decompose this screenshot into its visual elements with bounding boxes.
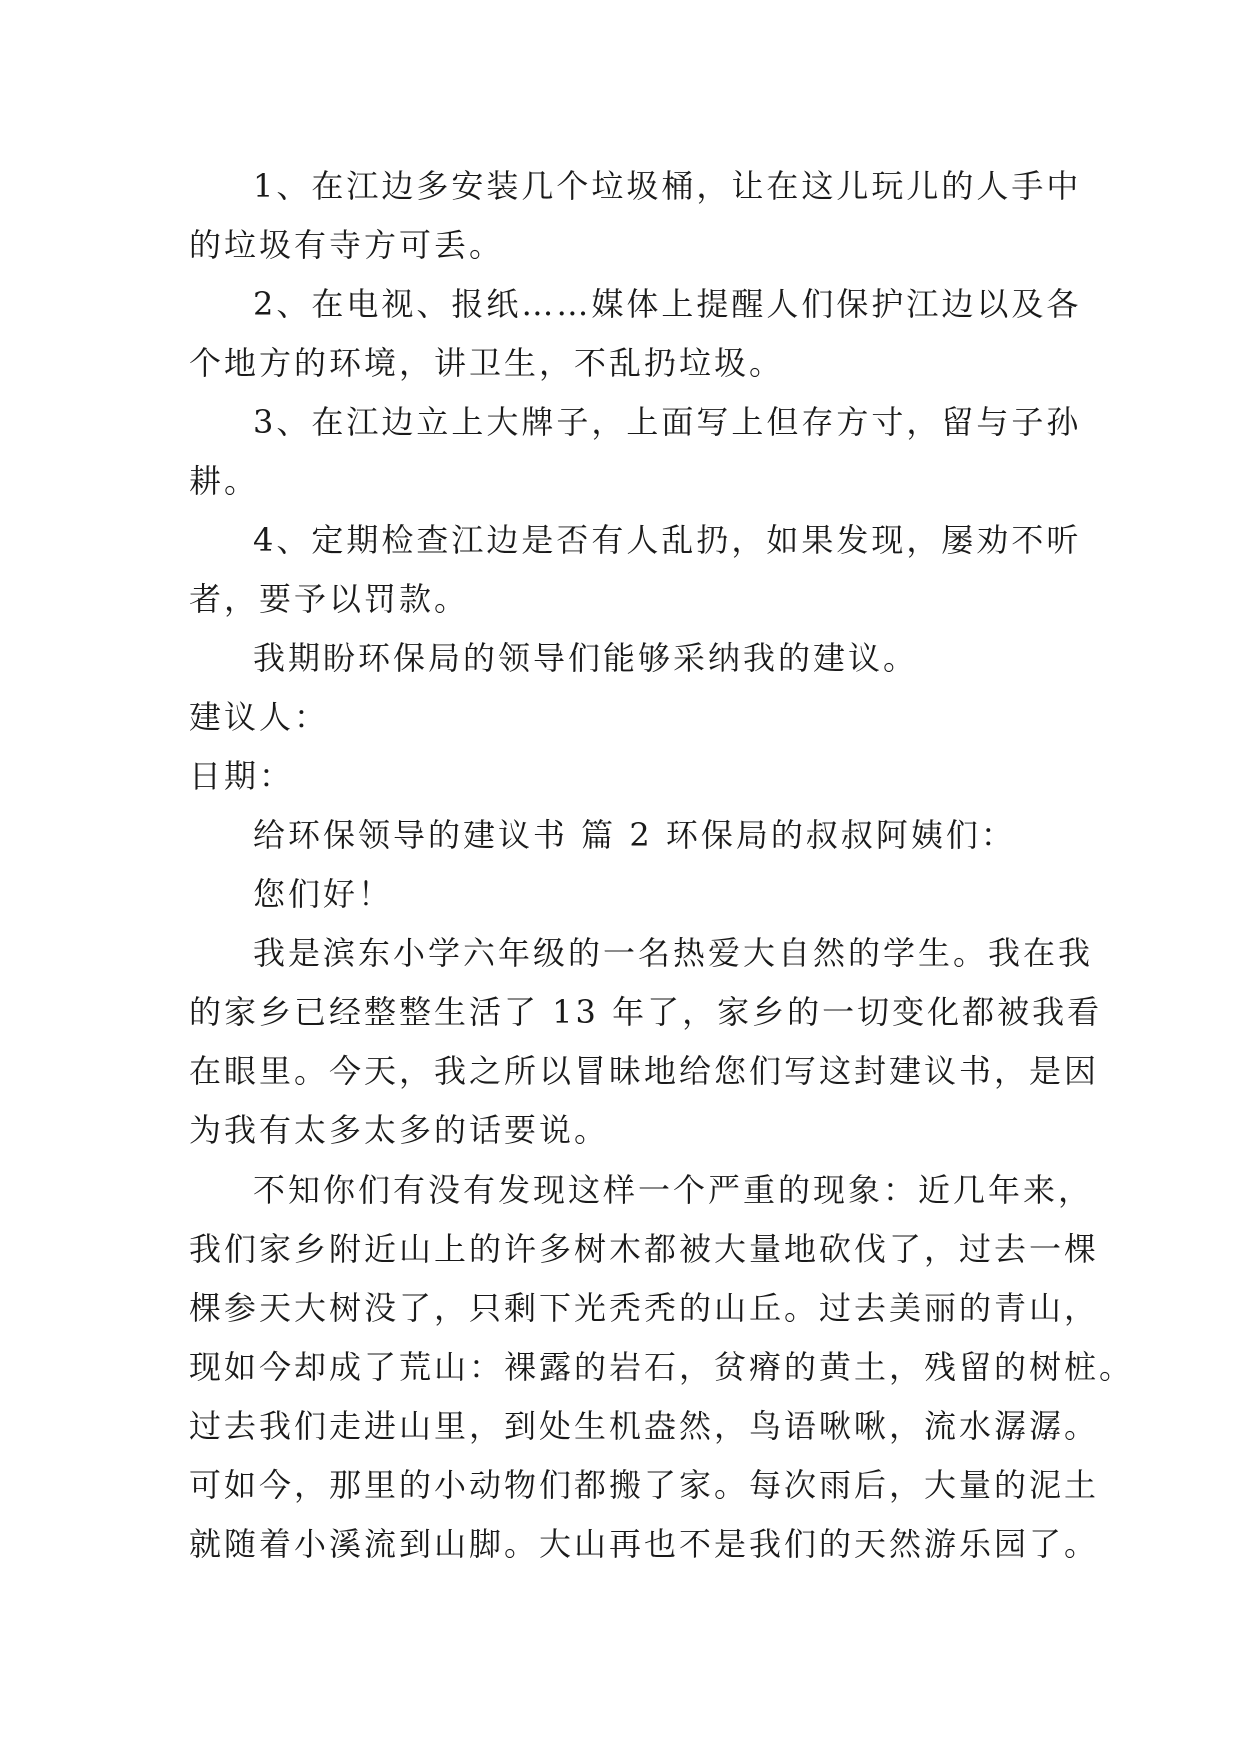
paragraph-line: 我期盼环保局的领导们能够采纳我的建议。	[253, 639, 919, 677]
paragraph-line: 耕。	[189, 462, 260, 500]
paragraph-line: 过去我们走进山里，到处生机盎然，鸟语啾啾，流水潺潺。	[189, 1407, 1100, 1445]
paragraph-line: 的垃圾有寺方可丢。	[189, 226, 505, 264]
paragraph-line: 不知你们有没有发现这样一个严重的现象：近几年来，	[253, 1171, 1094, 1209]
paragraph-line: 我们家乡附近山上的许多树木都被大量地砍伐了，过去一棵	[189, 1230, 1100, 1268]
greeting: 您们好！	[253, 875, 394, 913]
section-heading: 给环保领导的建议书 篇 2 环保局的叔叔阿姨们：	[253, 816, 1016, 854]
paragraph-line: 3、在江边立上大牌子，上面写上但存方寸，留与子孙	[253, 403, 1082, 441]
paragraph-line: 可如今，那里的小动物们都搬了家。每次雨后，大量的泥土	[189, 1466, 1100, 1504]
date-label: 日期：	[189, 757, 295, 795]
paragraph-line: 现如今却成了荒山：裸露的岩石，贫瘠的黄土，残留的树桩。	[189, 1348, 1135, 1386]
paragraph-line: 者，要予以罚款。	[189, 580, 470, 618]
paragraph-line: 个地方的环境，讲卫生，不乱扔垃圾。	[189, 344, 785, 382]
paragraph-line: 就随着小溪流到山脚。大山再也不是我们的天然游乐园了。	[189, 1525, 1100, 1563]
paragraph-line: 的家乡已经整整生活了 13 年了，家乡的一切变化都被我看	[189, 993, 1103, 1031]
paragraph-line: 棵参天大树没了，只剩下光秃秃的山丘。过去美丽的青山，	[189, 1289, 1100, 1327]
paragraph-line: 在眼里。今天，我之所以冒昧地给您们写这封建议书，是因	[189, 1052, 1100, 1090]
paragraph-line: 2、在电视、报纸……媒体上提醒人们保护江边以及各	[253, 285, 1082, 323]
paragraph-line: 1、在江边多安装几个垃圾桶，让在这儿玩儿的人手中	[253, 167, 1082, 205]
paragraph-line: 4、定期检查江边是否有人乱扔，如果发现，屡劝不听	[253, 521, 1082, 559]
signature-label: 建议人：	[189, 698, 330, 736]
paragraph-line: 我是滨东小学六年级的一名热爱大自然的学生。我在我	[253, 934, 1094, 972]
paragraph-line: 为我有太多太多的话要说。	[189, 1111, 610, 1149]
